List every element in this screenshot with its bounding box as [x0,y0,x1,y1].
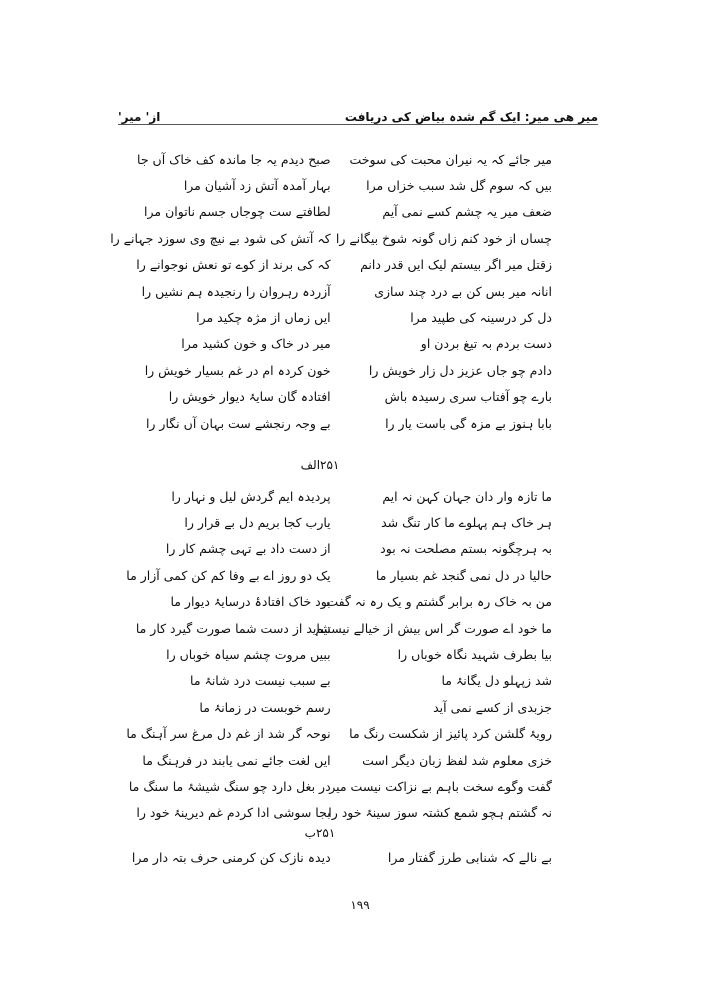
hemistich-right: ما تازہ وار دان جہان کہن نہ ایم [382,488,552,504]
verse-line [118,615,552,641]
verse-line [110,225,552,251]
verse-line [118,410,552,436]
folio-marker-1: ۲۵۱الف [300,458,340,472]
verse-line [118,384,552,410]
verse-line [118,747,552,773]
hemistich-right: بابا ہنوز بے مزہ گی باست یار را [385,415,552,431]
hemistich-right: جزبدی از کسے نمی آید [433,699,552,715]
hemistich-right: انانہ میر بس کن بے درد چند سازی [374,283,552,299]
verse-line [118,146,552,172]
hemistich-left: از دست داد بے تہی چشم کار را [165,541,331,557]
verse-line [118,641,552,667]
hemistich-right: چساں از خود کنم زاں گونہ شوخ بیگانے را [335,230,552,246]
hemistich-right: بیا بطرف شہید نگاہ خوباں را [397,647,552,663]
verse-line [118,172,552,198]
hemistich-right: بہ ہرچگونہ بستم مصلحت نہ بود [380,541,552,557]
hemistich-left: پردیدہ ایم گردش لیل و نہار را [171,488,331,504]
header-right-label: از' میر' [118,110,161,124]
hemistich-left: رسم خوبست در زمانۂ ما [199,699,331,715]
verse-line [118,252,552,278]
verse-line [118,331,552,357]
hemistich-left: دیدہ نازک کن کرمنی حرف بتہ دار مرا [131,850,331,865]
verse-line [118,773,552,799]
hemistich-left: صبح دیدم یہ جا ماندہ کف خاک آں جا [137,151,331,167]
hemistich-right: دادم چو جاں عزیز دل زار خویش را [368,362,552,378]
hemistich-right: زقتل میر اگر بیستم لیک ایں قدر دانم [360,257,552,273]
hemistich-right: رویۂ گلشن کرد پائیز از شکست رنگ ما [349,726,552,742]
hemistich-left: خون کردہ ام در غم بسیار خویش را [144,362,331,378]
hemistich-left: شاید از دست شما صورت گیرد کار ما [135,620,331,636]
verse-line [118,199,552,225]
verse-block-1 [110,146,552,436]
hemistich-left: بہار آمدہ آتش زد آشیان مرا [183,178,331,194]
hemistich-left: ایں لغت جائے نمی یابند در فرہنگ ما [142,752,331,768]
verse-line [118,562,552,588]
hemistich-right: خزی معلوم شد لفظ زبان دیگر است [362,752,552,768]
hemistich-right: بیں کہ سوم گل شد سبب خزاں مرا [366,178,552,194]
hemistich-left: افتادہ گان سایۂ دیوار خویش را [168,389,331,405]
verse-line [118,668,552,694]
hemistich-left: بے سبب نیست درد شانۂ ما [190,673,331,689]
hemistich-left: میر در خاک و خون کشید مرا [181,336,331,352]
verse-line [118,483,552,509]
verse-line [118,694,552,720]
hemistich-right: گفت وگوے سخت باہم بے نزاکت نیست میر [329,778,552,794]
hemistich-right: من بہ خاک رہ برابر گشتم و یک رہ نہ گفت [326,594,552,610]
header-rule [118,124,598,125]
hemistich-right: ہر خاک ہم پہلوے ما کار تنگ شد [381,515,552,531]
verse-line [118,278,552,304]
hemistich-left: بے وجہ رنجشے ست بہان آں نگار را [145,415,331,431]
folio-marker-2: ۲۵۱ب [304,826,336,840]
hemistich-left: ببیں مروت چشم سیاہ خوباں را [166,647,331,663]
hemistich-right: شد زپہلو دل یگانۂ ما [441,673,552,689]
verse-line [118,357,552,383]
verse-block-2 [118,483,552,826]
hemistich-right: دست بردم بہ تیغ بردن او [420,336,552,352]
hemistich-left: بود خاک افتادۂ درسایۂ دیوار ما [170,594,331,610]
hemistich-right: میر جائے کہ یہ نیران محبت کی سوخت [349,151,552,167]
page-number: ۱۹۹ [350,898,370,912]
hemistich-right: نہ گشتم ہچو شمع کشتہ سوز سینۂ خود را [328,805,552,821]
hemistich-left: یارب کجا بریم دل بے قرار را [184,515,331,531]
verse-line [118,509,552,535]
hemistich-right: ما خود اے صورت گر اس بیش از خیالے نیستیم [315,620,552,636]
hemistich-right: دل کر درسینہ کی طپید مرا [410,310,552,326]
verse-line [118,800,552,826]
hemistich-left: یک دو روز اے بے وفا کم کن کمی آزار ما [126,567,331,583]
hemistich-right: بارے چو آفتاب سری رسیدہ باش [384,389,552,405]
hemistich-left: آزردہ رہروان را رنجیدہ ہم نشیں را [141,283,331,299]
header-title: میر ھی میر: ایک گم شدہ بیاض کی دریافت [344,110,598,124]
hemistich-right: بے نالے کہ شنابی طرز گفتار مرا [387,850,552,865]
hemistich-right: حالیا در دل نمی گنجد غم بسیار ما [375,567,552,583]
hemistich-left: ایں زماں از مژہ چکید مرا [196,310,331,326]
hemistich-right: ضعف میر یہ چشم کسے نمی آیم [382,204,552,220]
hemistich-left: نوحہ گر شد از غم دل مرغ سر آہنگ ما [126,726,331,742]
hemistich-left: در بغل دارد چو سنگ شیشۂ ما سنگ ما [128,778,331,794]
verse-line [118,304,552,330]
verse-line [118,536,552,562]
hemistich-left: کہ کی برند از کوے تو نعش نوجوانے را [136,257,331,273]
hemistich-left: بجا سوشی ادا کردم غم دیرینۂ خود را [136,805,331,821]
verse-line-final [118,850,552,865]
hemistich-left: کہ آتش کی شود بے نیچ وی سوزد جہانے را [110,230,331,246]
verse-line [118,721,552,747]
hemistich-left: لطافتے ست چوجاں جسم ناتوان مرا [144,204,331,220]
verse-line [118,589,552,615]
